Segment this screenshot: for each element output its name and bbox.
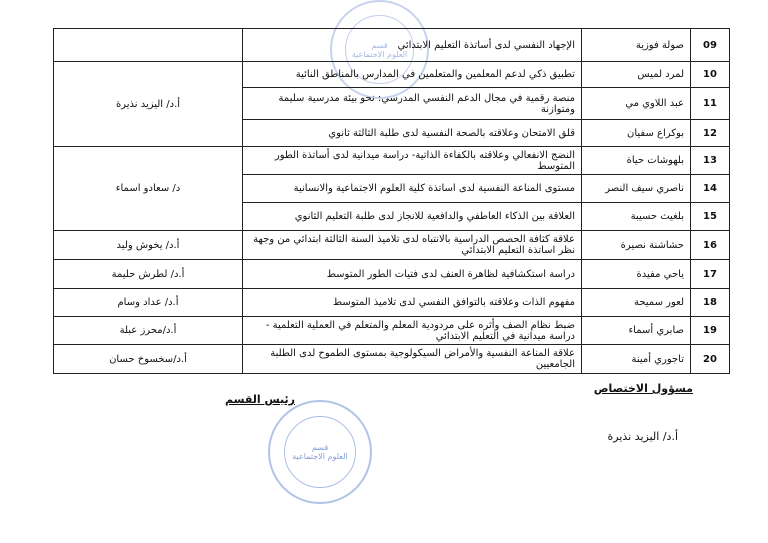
student-name: ياحي مفيدة (582, 260, 691, 289)
table-row (54, 345, 730, 374)
stamp-line2: العلوم الاجتماعية (351, 49, 408, 59)
student-name: تاجوري أمينة (582, 345, 691, 374)
thesis-title: قلق الامتحان وعلاقته بالصحة النفسية لدى طلبة الثالثة ثانوي (243, 120, 582, 147)
thesis-title: دراسة استكشافية لظاهرة العنف لدى فتيات الطور المتوسط (243, 260, 582, 289)
department-head-label: رئيس القسم (225, 393, 295, 406)
specialty-head-label: مسؤول الاختصاص (593, 382, 693, 395)
supervisor-name: أ.د/ لطرش حليمة (54, 260, 243, 289)
stamp-inner (284, 416, 356, 488)
row-number: 12 (691, 120, 730, 147)
row-number: 20 (691, 345, 730, 374)
row-number: 13 (691, 147, 730, 175)
row-number: 19 (691, 317, 730, 345)
student-name: صولة فوزية (582, 29, 691, 62)
specialty-head-name: أ.د/ اليزيد نذيرة (607, 430, 678, 443)
student-name: لمرد لميس (582, 62, 691, 88)
supervisor-name: د/ سعادو اسماء (54, 147, 243, 231)
stamp-line1: قسم (311, 443, 329, 452)
table-row (54, 62, 730, 88)
supervisor-name: أ.د/ يخوش وليد (54, 231, 243, 260)
thesis-title: العلاقة بين الذكاء العاطفي والدافعية للانجاز لدى طلبة التعليم الثانوي (243, 203, 582, 231)
official-stamp-bottom (268, 400, 372, 504)
student-name: حشاشنة نصيرة (582, 231, 691, 260)
topics-table (53, 28, 730, 374)
student-name: عبد اللاوي مي (582, 88, 691, 120)
row-number: 17 (691, 260, 730, 289)
student-name: ناصري سيف النصر (582, 175, 691, 203)
table-row (54, 260, 730, 289)
row-number: 11 (691, 88, 730, 120)
table-row (54, 289, 730, 317)
row-number: 10 (691, 62, 730, 88)
thesis-title: النضج الانفعالي وعلاقته بالكفاءة الذاتية- دراسة ميدانية لدى أساتذة الطور المتوسط (243, 147, 582, 175)
thesis-title: تطبيق ذكي لدعم المعلمين والمتعلمين في المدارس بالمناطق النائية (243, 62, 582, 88)
thesis-title: علاقة المناعة النفسية والأمراض السيكولوجية بمستوى الطموح لدى الطلبة الجامعيين (243, 345, 582, 374)
student-name: بلغيث حسيبة (582, 203, 691, 231)
student-name: بلهوشات حياة (582, 147, 691, 175)
supervisor-name: أ.د/ اليزيد نذيرة (54, 62, 243, 147)
row-number: 14 (691, 175, 730, 203)
table-row (54, 29, 730, 62)
thesis-title: علاقة كثافة الحصص الدراسية بالانتباه لدى تلاميذ السنة الثالثة ابتدائي من وجهة نظر اساتذة التعليم الابتدائي (243, 231, 582, 260)
table-row (54, 231, 730, 260)
supervisor-name: أ.د/سخسوخ حسان (54, 345, 243, 374)
thesis-title: ضبط نظام الصف وأثره على مردودية المعلم والمتعلم في العملية التعلمية - دراسة ميدانية في التعليم الابتدائي (243, 317, 582, 345)
student-name: صابري أسماء (582, 317, 691, 345)
table-row (54, 147, 730, 175)
student-name: بوكراع سفيان (582, 120, 691, 147)
row-number: 15 (691, 203, 730, 231)
supervisor-name: أ.د/محرز عبلة (54, 317, 243, 345)
table-row (54, 317, 730, 345)
supervisor-empty (54, 29, 243, 62)
stamp-line2: العلوم الاجتماعية (292, 452, 348, 461)
row-number: 18 (691, 289, 730, 317)
supervisor-name: أ.د/ عداد وسام (54, 289, 243, 317)
thesis-title: مفهوم الذات وعلاقته بالتوافق النفسي لدى تلاميذ المتوسط (243, 289, 582, 317)
thesis-title: مستوى المناعة النفسية لدى اساتذة كلية العلوم الاجتماعية والانسانية (243, 175, 582, 203)
row-number: 16 (691, 231, 730, 260)
thesis-title: منصة رقمية في مجال الدعم النفسي المدرسي: نحو بيئة مدرسية سليمة ومتوازنة (243, 88, 582, 120)
thesis-title: الإجهاد النفسي لدى أساتذة التعليم الابتدائي (243, 29, 582, 62)
stamp-line1: قسم (371, 40, 388, 50)
student-name: لعور سميحة (582, 289, 691, 317)
row-number: 09 (691, 29, 730, 62)
